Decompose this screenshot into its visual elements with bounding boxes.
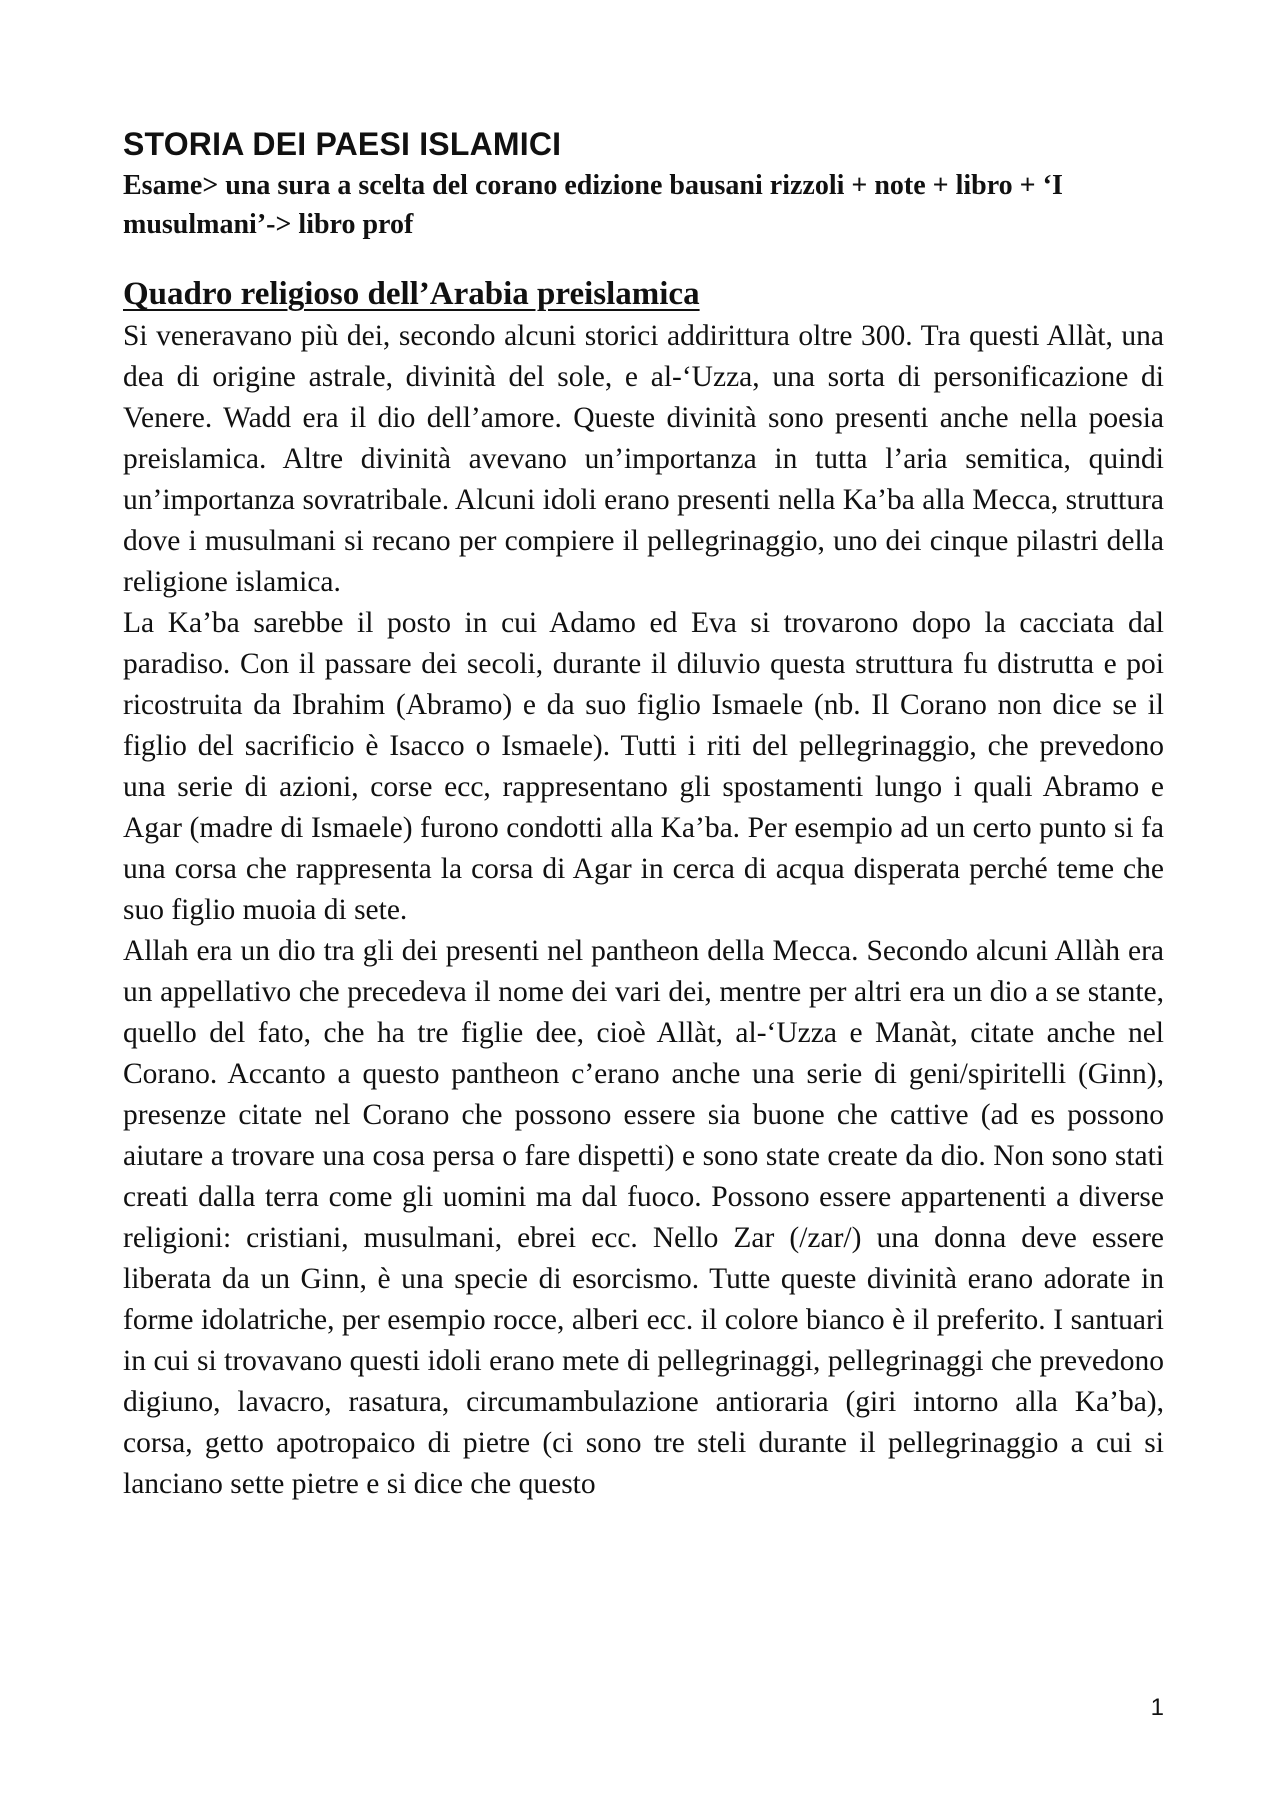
paragraph-kaaba: La Ka’ba sarebbe il posto in cui Adamo ed Eva si trovarono dopo la cacciata dal paradiso. Con il passare dei secoli, durante il diluvio questa struttura fu distrutta e poi ricostruita da Ibrahim (Abramo) e da suo figlio Ismaele (nb. Il Corano non dice se il figlio del sacrificio è Isacco o Ismaele). Tutti i riti del pellegrinaggio, che prevedono una serie di azioni, corse ecc, rappresentano gli spostamenti lungo i quali Abramo e Agar (madre di Ismaele) furono condotti alla Ka’ba. Per esempio ad un certo punto si fa una corsa che rappresenta la corsa di Agar in cerca di acqua disperata perché teme che suo figlio muoia di sete. (123, 607, 1164, 926)
exam-note: Esame> una sura a scelta del corano edizione bausani rizzoli + note + libro + ‘I musulmani’-> libro prof (123, 170, 1063, 240)
page-number: 1 (1150, 1694, 1164, 1721)
document-title: STORIA DEI PAESI ISLAMICI (123, 126, 562, 162)
paragraph-gods: Si veneravano più dei, secondo alcuni storici addirittura oltre 300. Tra questi Allàt, una dea di origine astrale, divinità del sole, e al-‘Uzza, una sorta di personificazione di Venere. Wadd era il dio dell’amore. Queste divinità sono presenti anche nella poesia preislamica. Altre divinità avevano un’importanza in tutta l’aria semitica, quindi un’importanza sovratribale. Alcuni idoli erano presenti nella Ka’ba alla Mecca, struttura dove i musulmani si recano per compiere il pellegrinaggio, uno dei cinque pilastri della religione islamica. (123, 320, 1164, 598)
paragraph-allah-pantheon: Allah era un dio tra gli dei presenti nel pantheon della Mecca. Secondo alcuni Allàh era un appellativo che precedeva il nome dei vari dei, mentre per altri era un dio a se stante, quello del fato, che ha tre figlie dee, cioè Allàt, al-‘Uzza e Manàt, citate anche nel Corano. Accanto a questo pantheon c’erano anche una serie di geni/spiritelli (Ginn), presenze citate nel Corano che possono essere sia buone che cattive (ad es possono aiutare a trovare una cosa persa o fare dispetti) e sono state create da dio. Non sono stati creati dalla terra come gli uomini ma dal fuoco. Possono essere appartenenti a diverse religioni: cristiani, musulmani, ebrei ecc. Nello Zar (/zar/) una donna deve essere liberata da un Ginn, è una specie di esorcismo. Tutte queste divinità erano adorate in forme idolatriche, per esempio rocce, alberi ecc. il colore bianco è il preferito. I santuari in cui si trovavano questi idoli erano mete di pellegrinaggi, pellegrinaggi che prevedono digiuno, lavacro, rasatura, circumambulazione antioraria (giri intorno alla Ka’ba), corsa, getto apotropaico di pietre (ci sono tre steli durante il pellegrinaggio a cui si lanciano sette pietre e si dice che questo (123, 935, 1164, 1500)
document-page (123, 124, 1164, 1505)
section-heading: Quadro religioso dell’Arabia preislamica (123, 276, 700, 312)
